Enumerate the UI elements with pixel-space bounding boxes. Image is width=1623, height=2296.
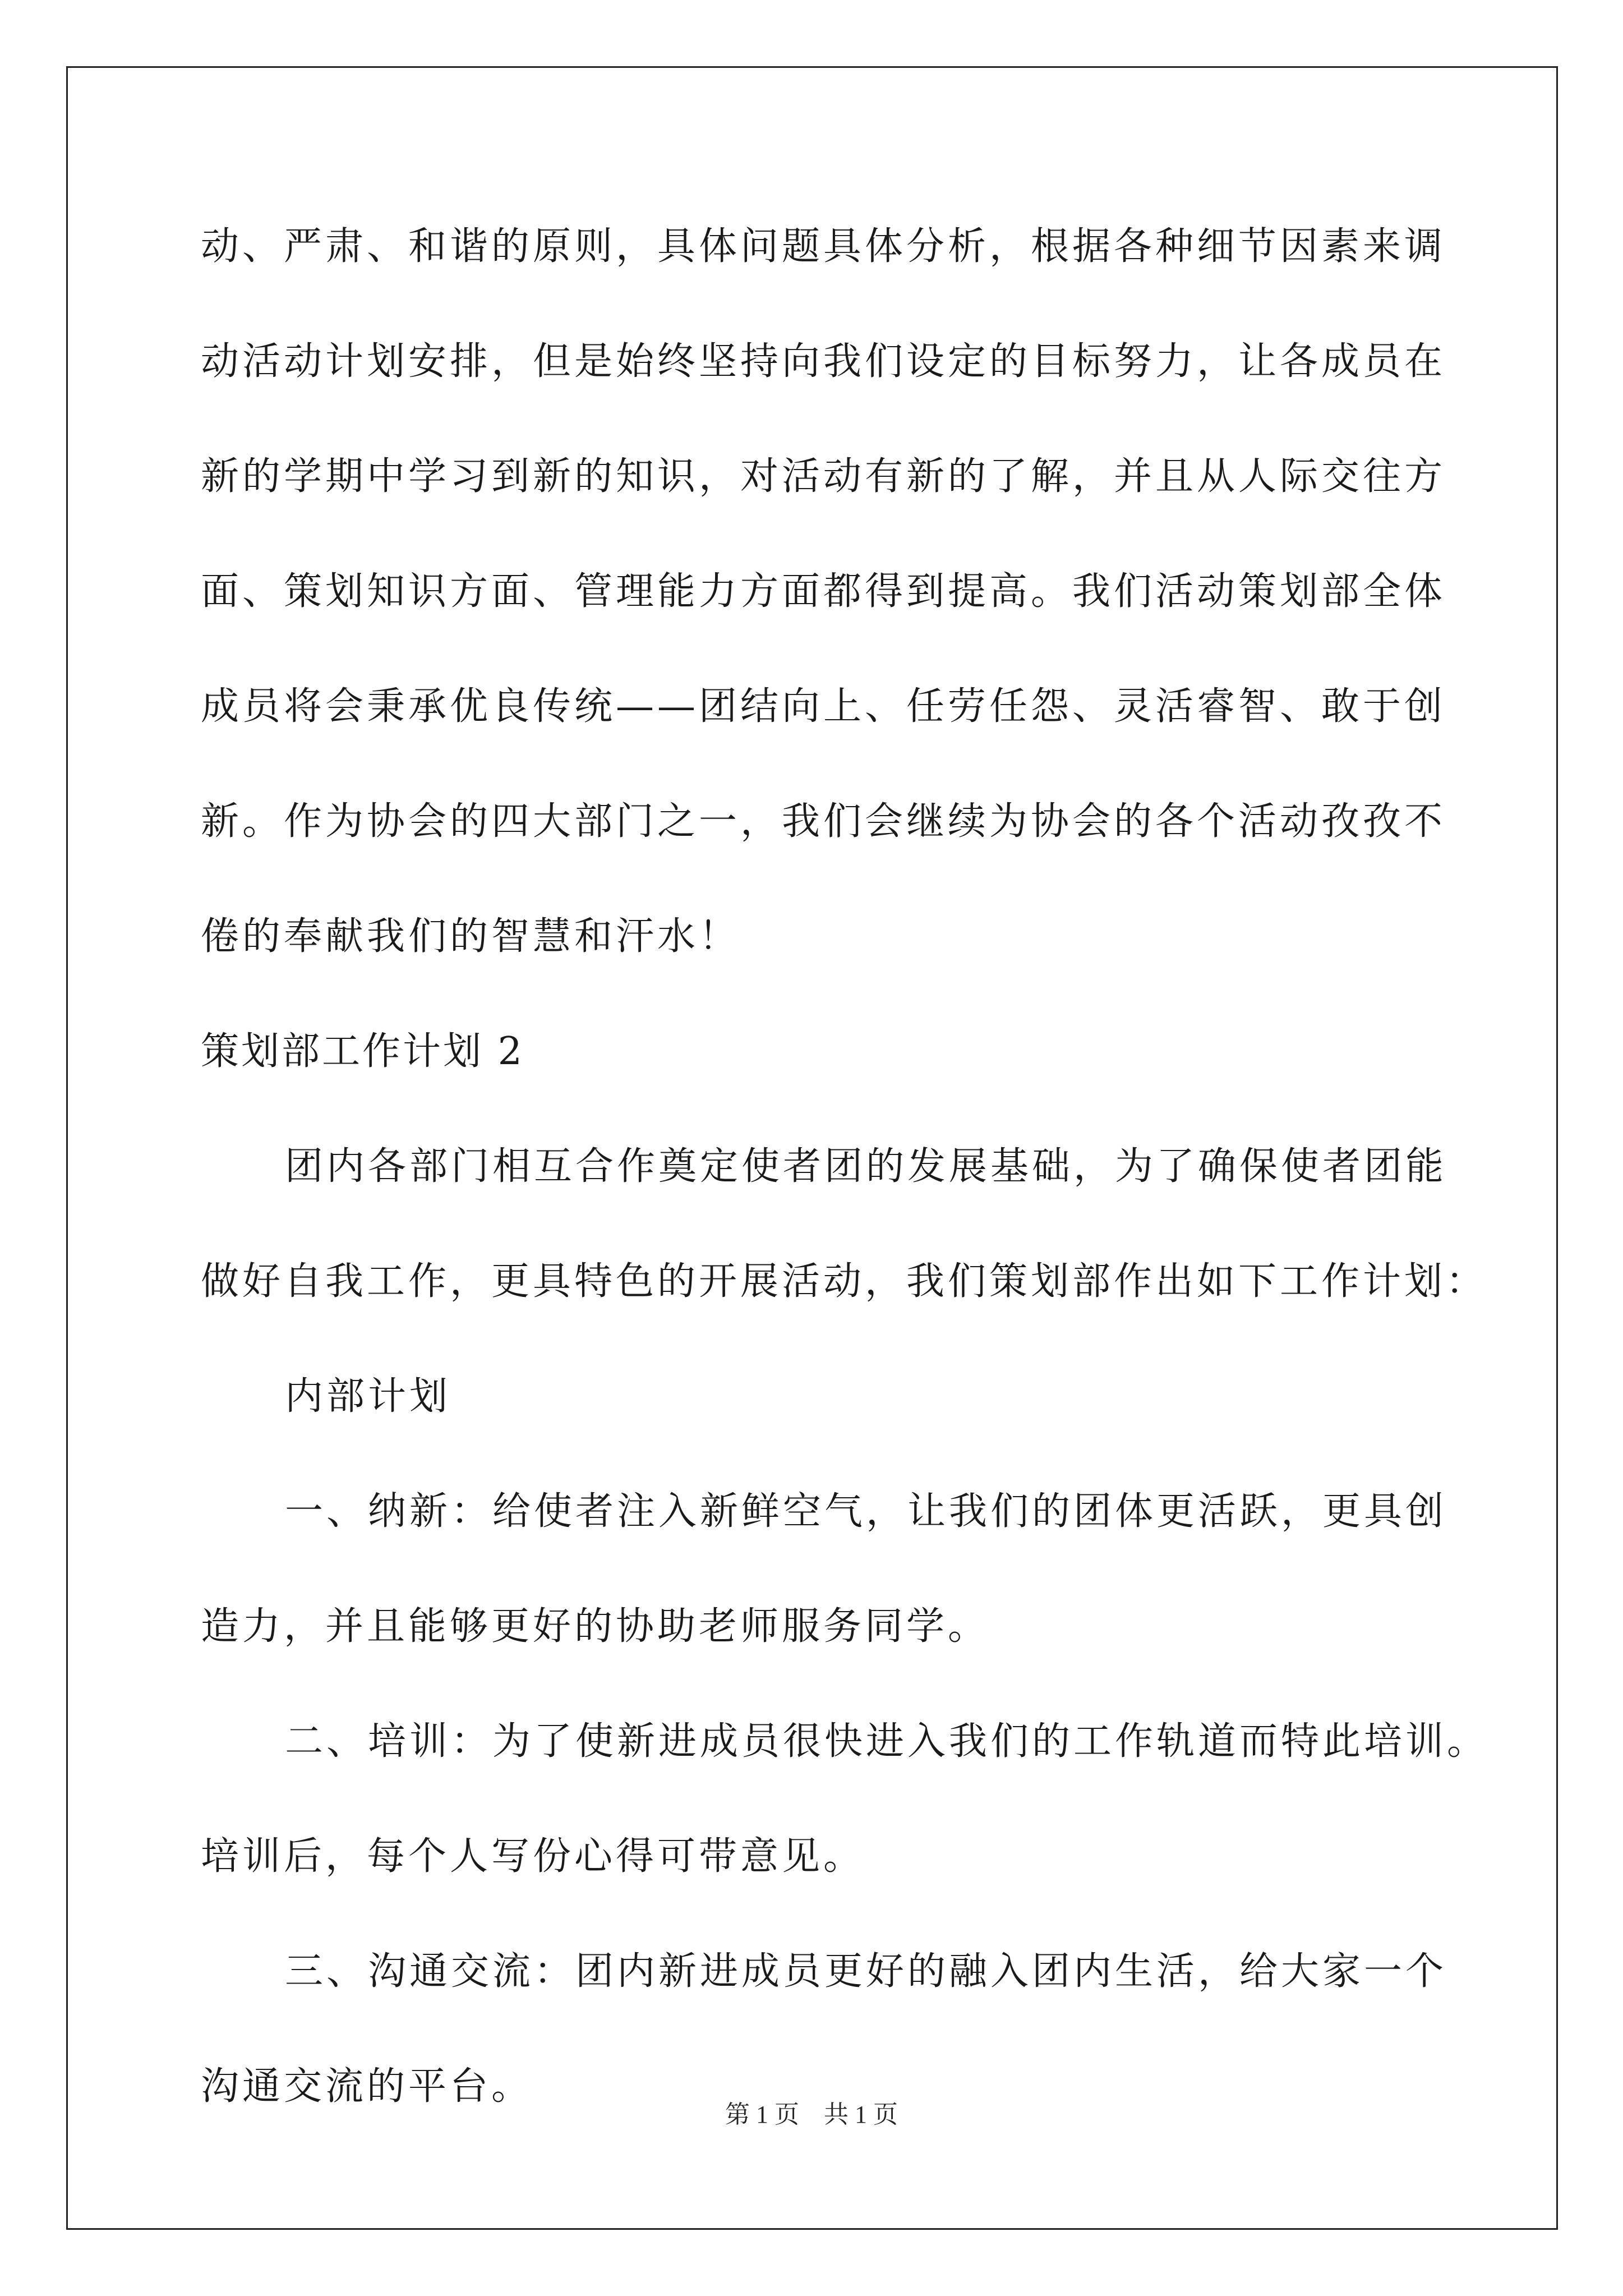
paragraph-line: 成员将会秉承优良传统——团结向上、任劳任怨、灵活睿智、敢于创	[201, 684, 1446, 729]
paragraph-line: 倦的奉献我们的智慧和汗水！	[201, 914, 741, 959]
paragraph-line: 团内各部门相互合作奠定使者团的发展基础，为了确保使者团能	[285, 1144, 1447, 1189]
paragraph-line: 面、策划知识方面、管理能力方面都得到提高。我们活动策划部全体	[201, 569, 1446, 614]
paragraph-line: 做好自我工作，更具特色的开展活动，我们策划部作出如下工作计划：	[201, 1259, 1488, 1304]
paragraph-line: 动、严肃、和谐的原则，具体问题具体分析，根据各种细节因素来调	[201, 224, 1446, 269]
list-item-line: 二、培训：为了使新进成员很快进入我们的工作轨道而特此培训。	[285, 1719, 1489, 1764]
list-item-line: 造力，并且能够更好的协助老师服务同学。	[201, 1604, 990, 1649]
paragraph-line: 新的学期中学习到新的知识，对活动有新的了解，并且从人际交往方	[201, 454, 1446, 499]
list-item-line: 一、纳新：给使者注入新鲜空气，让我们的团体更活跃，更具创	[285, 1489, 1447, 1534]
paragraph-line: 新。作为协会的四大部门之一，我们会继续为协会的各个活动孜孜不	[201, 799, 1446, 844]
page-footer: 第 1 页 共 1 页	[725, 2101, 898, 2128]
section-heading: 策划部工作计划 2	[201, 1029, 524, 1074]
list-item-line: 三、沟通交流：团内新进成员更好的融入团内生活，给大家一个	[285, 1949, 1447, 1994]
document-body	[201, 210, 1489, 2165]
list-item-line: 培训后，每个人写份心得可带意见。	[201, 1834, 865, 1879]
subheading: 内部计划	[285, 1374, 451, 1419]
list-item-line: 沟通交流的平台。	[201, 2064, 533, 2109]
paragraph-line: 动活动计划安排，但是始终坚持向我们设定的目标努力，让各成员在	[201, 339, 1446, 384]
